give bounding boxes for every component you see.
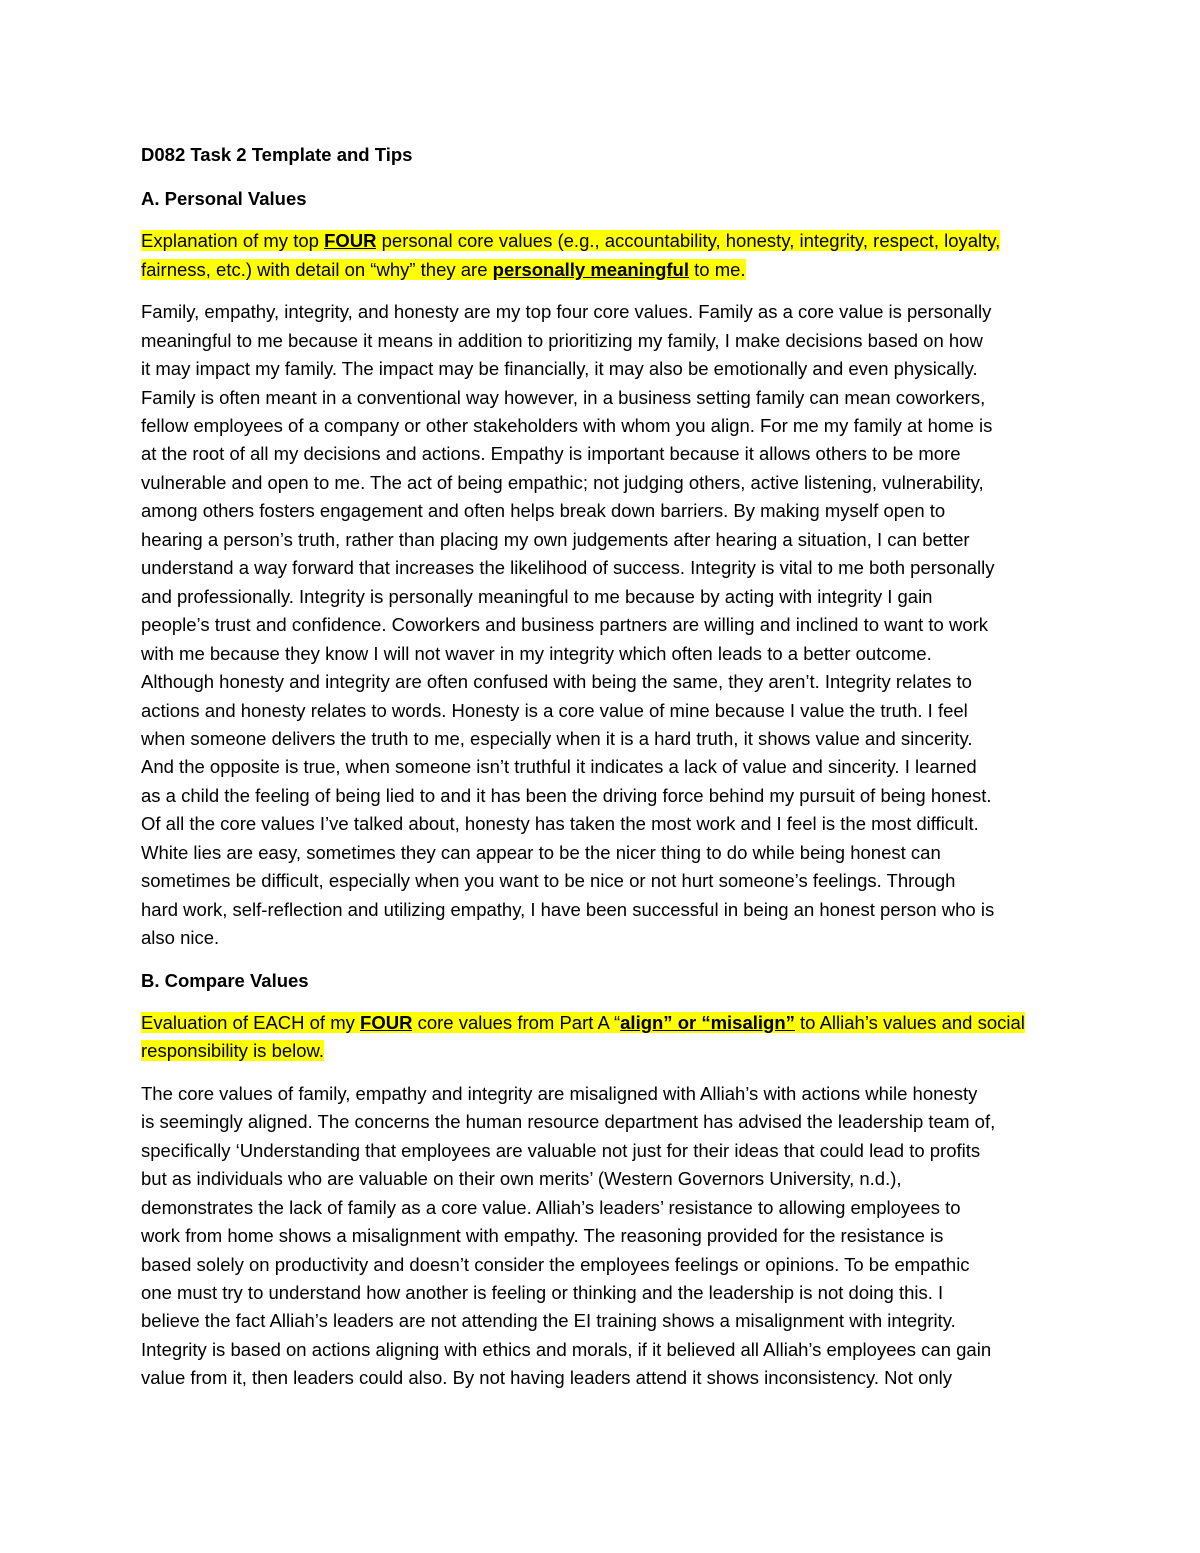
document-title: D082 Task 2 Template and Tips [141,144,413,165]
section-a-body [141,298,1059,952]
section-a-prompt-line-1: Explanation of my top FOUR personal core values (e.g., accountability, honesty, integrity, respect, loyalty, [141,230,1001,251]
body-line: one must try to understand how another is feeling or thinking and the leadership is not doing this. I [141,1281,944,1303]
emphasis-personally-meaningful: personally meaningful [492,258,690,280]
body-line: when someone delivers the truth to me, especially when it is a hard truth, it shows value and sincerity. [141,727,973,749]
section-b-prompt-line-1: Evaluation of EACH of my FOUR core values from Part A “align” or “misalign” to Alliah’s values and social [141,1011,1025,1033]
body-line: fellow employees of a company or other stakeholders with whom you align. For me my family at home is [141,415,993,436]
section-a-heading: A. Personal Values [141,188,307,209]
body-line: at the root of all my decisions and actions. Empathy is important because it allows others to be more [141,443,961,465]
section-b-prompt [141,1009,1059,1066]
body-line: actions and honesty relates to words. Honesty is a core value of mine because I value the truth. I feel [141,699,968,721]
section-b-heading: B. Compare Values [141,969,309,991]
body-line: and professionally. Integrity is personally meaningful to me because by acting with integrity I gain [141,585,933,607]
body-line: is seemingly aligned. The concerns the human resource department has advised the leadership team of, [141,1111,996,1133]
body-line: believe the fact Alliah’s leaders are not attending the EI training shows a misalignment with integrity. [141,1310,956,1332]
body-line: White lies are easy, sometimes they can appear to be the nicer thing to do while being honest can [141,841,941,863]
body-line: also nice. [141,927,220,949]
section-b-body [141,1080,1059,1393]
body-line: Although honesty and integrity are often confused with being the same, they aren’t. Integrity relates to [141,671,972,693]
body-line: specifically ‘Understanding that employees are valuable not just for their ideas that could lead to profits [141,1139,981,1161]
body-line: among others fosters engagement and often helps break down barriers. By making myself open to [141,500,946,522]
section-b-prompt-line-2: responsibility is below. [141,1040,325,1062]
document-body [141,141,1059,1393]
body-line: it may impact my family. The impact may be financially, it may also be emotionally and even physically. [141,358,978,380]
body-line: And the opposite is true, when someone isn’t truthful it indicates a lack of value and sincerity. I learned [141,756,977,778]
body-line: Family is often meant in a conventional way however, in a business setting family can mean coworkers, [141,386,986,408]
body-line: Of all the core values I’ve talked about, honesty has taken the most work and I feel is the most difficult. [141,813,979,835]
body-line: hearing a person’s truth, rather than placing my own judgements after hearing a situation, I can better [141,528,970,550]
body-line: The core values of family, empathy and integrity are misaligned with Alliah’s with actions while honesty [141,1082,978,1104]
body-line: vulnerable and open to me. The act of being empathic; not judging others, active listening, vulnerability, [141,471,984,493]
section-a-prompt [141,227,1059,284]
body-line: Integrity is based on actions aligning with ethics and morals, if it believed all Alliah’s employees can gain [141,1338,992,1360]
emphasis-align-misalign: align” or “misalign” [620,1011,795,1033]
emphasis-four: FOUR [360,1011,413,1033]
body-line: as a child the feeling of being lied to and it has been the driving force behind my pursuit of being honest. [141,784,992,806]
body-line: demonstrates the lack of family as a core value. Alliah’s leaders’ resistance to allowing employees to [141,1196,961,1218]
body-line: work from home shows a misalignment with empathy. The reasoning provided for the resistance is [141,1225,944,1247]
body-line: Family, empathy, integrity, and honesty are my top four core values. Family as a core value is personally [141,301,992,323]
body-line: value from it, then leaders could also. By not having leaders attend it shows inconsistency. Not only [141,1367,953,1389]
body-line: hard work, self-reflection and utilizing empathy, I have been successful in being an honest person who is [141,898,995,920]
body-line: sometimes be difficult, especially when you want to be nice or not hurt someone’s feelings. Through [141,870,956,892]
body-line: but as individuals who are valuable on their own merits’ (Western Governors University, n.d.), [141,1168,902,1190]
body-line: people’s trust and confidence. Coworkers and business partners are willing and inclined to want to work [141,614,989,636]
body-line: understand a way forward that increases the likelihood of success. Integrity is vital to me both personally [141,557,995,579]
body-line: with me because they know I will not waver in my integrity which often leads to a better outcome. [141,642,932,664]
section-a-prompt-line-2: fairness, etc.) with detail on “why” they are personally meaningful to me. [141,258,746,280]
body-line: based solely on productivity and doesn’t consider the employees feelings or opinions. To be empathic [141,1253,970,1275]
emphasis-four: FOUR [324,230,377,251]
body-line: meaningful to me because it means in addition to prioritizing my family, I make decisions based on how [141,329,983,351]
